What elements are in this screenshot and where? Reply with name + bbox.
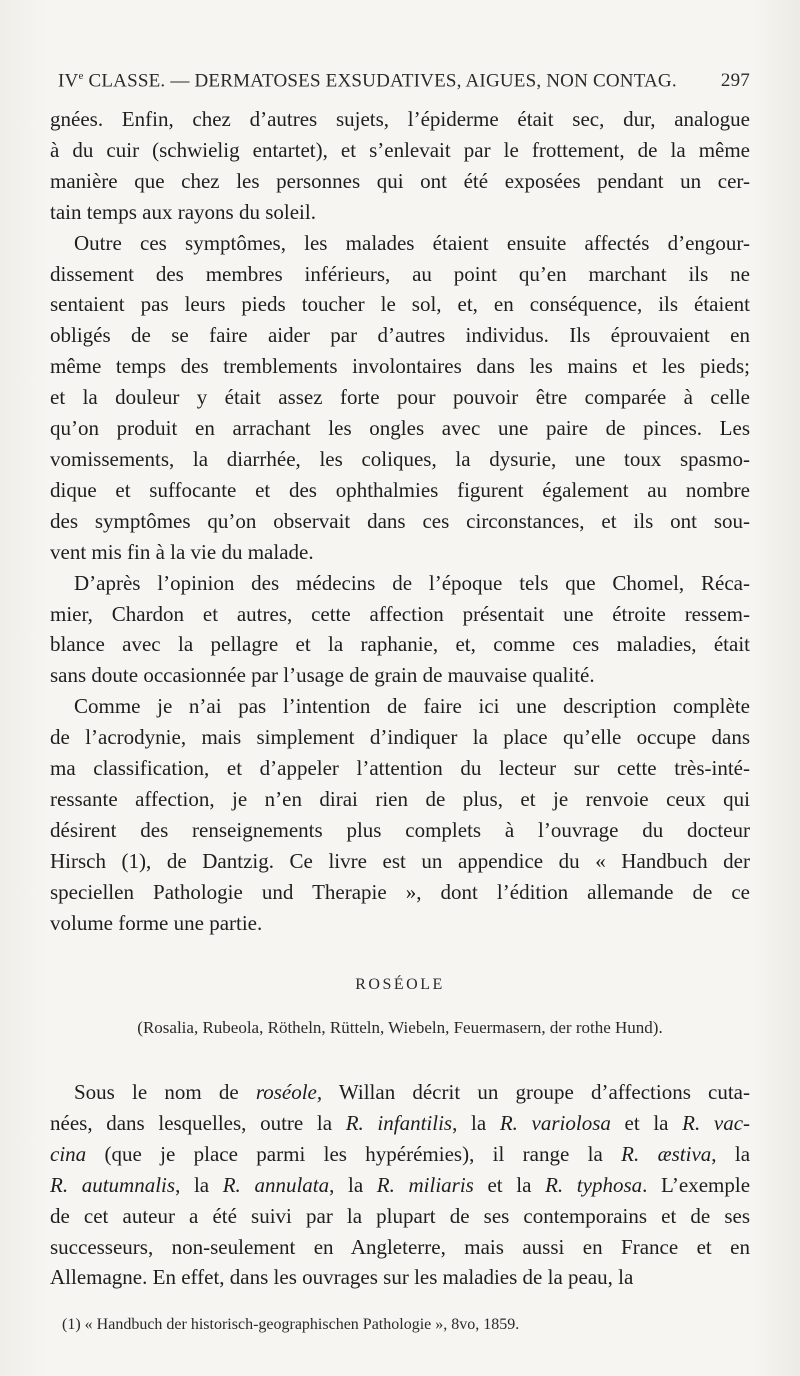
text-line: successeurs, non-seulement en Angleterre, mais aussi en France et en	[50, 1234, 750, 1259]
text-line: ma classification, et d’appeler l’attention du lecteur sur cette très-inté-	[50, 756, 750, 781]
text-line: Allemagne. En effet, dans les ouvrages sur les maladies de la peau, la	[50, 1265, 634, 1290]
text-line: ressante affection, je n’en dirai rien de plus, et je renvoie ceux qui	[50, 786, 750, 811]
italic-term: cina	[50, 1141, 87, 1166]
section-title: ROSÉOLE	[355, 976, 445, 993]
text-line: mier, Chardon et autres, cette affection présentait une étroite ressem-	[50, 601, 750, 626]
text-line: cina (que je place parmi les hypérémies), il range la R. æstiva, la	[50, 1141, 751, 1166]
paragraph	[50, 568, 750, 692]
text-line: sentaient pas leurs pieds toucher le sol, et, en conséquence, ils étaient	[50, 292, 750, 317]
text-line: Outre ces symptômes, les malades étaient ensuite affectés d’engour-	[74, 230, 750, 255]
header-title: IVe CLASSE. — DERMATOSES EXSUDATIVES, AIGUES, NON CONTAG.	[58, 70, 677, 92]
italic-term: R. typhosa	[545, 1172, 643, 1197]
italic-term: R. miliaris	[376, 1172, 474, 1197]
text-line: à du cuir (schwielig entartet), et s’enlevait par le frottement, de la même	[50, 137, 750, 162]
text-line: sans doute occasionnée par l’usage de grain de mauvaise qualité.	[50, 663, 595, 688]
text-line: même temps des tremblements involontaires dans les mains et les pieds;	[50, 354, 750, 379]
text-line: tain temps aux rayons du soleil.	[50, 199, 316, 224]
text-line: dique et suffocante et des ophthalmies figurent également au nombre	[50, 477, 750, 502]
body-text	[50, 104, 750, 938]
italic-term: R. infantilis	[345, 1110, 453, 1135]
italic-term: R. variolosa	[499, 1110, 611, 1135]
italic-term: R. æstiva	[621, 1141, 712, 1166]
text-line: obligés de se faire aider par d’autres individus. Ils éprouvaient en	[50, 323, 750, 348]
text-line: dissement des membres inférieurs, au point qu’en marchant ils ne	[50, 261, 750, 286]
text-line: vomissements, la diarrhée, les coliques, la dysurie, une toux spasmo-	[50, 446, 750, 471]
text-line: nées, dans lesquelles, outre la R. infantilis, la R. variolosa et la R. vac-	[50, 1110, 751, 1135]
italic-term: roséole,	[255, 1080, 323, 1104]
text-line: de l’acrodynie, mais simplement d’indiquer la place qu’elle occupe dans	[50, 725, 750, 750]
text-line: vent mis fin à la vie du malade.	[50, 539, 314, 564]
text-line: D’après l’opinion des médecins de l’époque tels que Chomel, Réca-	[74, 570, 750, 595]
text-line: qu’on produit en arrachant les ongles avec une paire de pinces. Les	[50, 416, 750, 441]
text-line: blance avec la pellagre et la raphanie, et, comme ces maladies, était	[50, 632, 750, 657]
paragraph	[50, 104, 750, 228]
roseole-paragraph	[50, 1077, 750, 1293]
italic-term: R. annulata	[222, 1172, 330, 1197]
text-line: Comme je n’ai pas l’intention de faire ici une description complète	[74, 694, 750, 719]
footnote: (1) « Handbuch der historisch-geographischen Pathologie », 8vo, 1859.	[62, 1316, 520, 1333]
text-line: désirent des renseignements plus complets à l’ouvrage du docteur	[50, 817, 750, 842]
text-line: volume forme une partie.	[50, 910, 263, 935]
paragraph	[50, 228, 750, 568]
text-line: et la douleur y était assez forte pour pouvoir être comparée à celle	[50, 385, 750, 410]
text-line: Sous le nom de roséole, Willan décrit un groupe d’affections cuta-	[74, 1080, 750, 1104]
paragraph	[50, 691, 750, 938]
text-line: des symptômes qu’on observait dans ces circonstances, et ils ont sou-	[50, 508, 750, 533]
text-line: manière que chez les personnes qui ont été exposées pendant un cer-	[50, 168, 750, 193]
text-line: de cet auteur a été suivi par la plupart de ses contemporains et de ses	[50, 1203, 750, 1228]
section-synonyms: (Rosalia, Rubeola, Rötheln, Rütteln, Wiebeln, Feuermasern, der rothe Hund).	[137, 1018, 663, 1037]
text-line: Hirsch (1), de Dantzig. Ce livre est un appendice du « Handbuch der	[50, 848, 750, 873]
italic-term: R. autumnalis	[50, 1172, 176, 1197]
paragraph	[50, 1077, 750, 1293]
running-header	[58, 70, 750, 100]
text-line: speciellen Pathologie und Therapie », dont l’édition allemande de ce	[50, 879, 750, 904]
italic-term: R. vac-	[682, 1110, 751, 1135]
text-line: R. autumnalis, la R. annulata, la R. miliaris et la R. typhosa. L’exemple	[50, 1172, 751, 1197]
text-line: gnées. Enfin, chez d’autres sujets, l’épiderme était sec, dur, analogue	[50, 107, 750, 131]
page-number: 297	[720, 70, 750, 91]
